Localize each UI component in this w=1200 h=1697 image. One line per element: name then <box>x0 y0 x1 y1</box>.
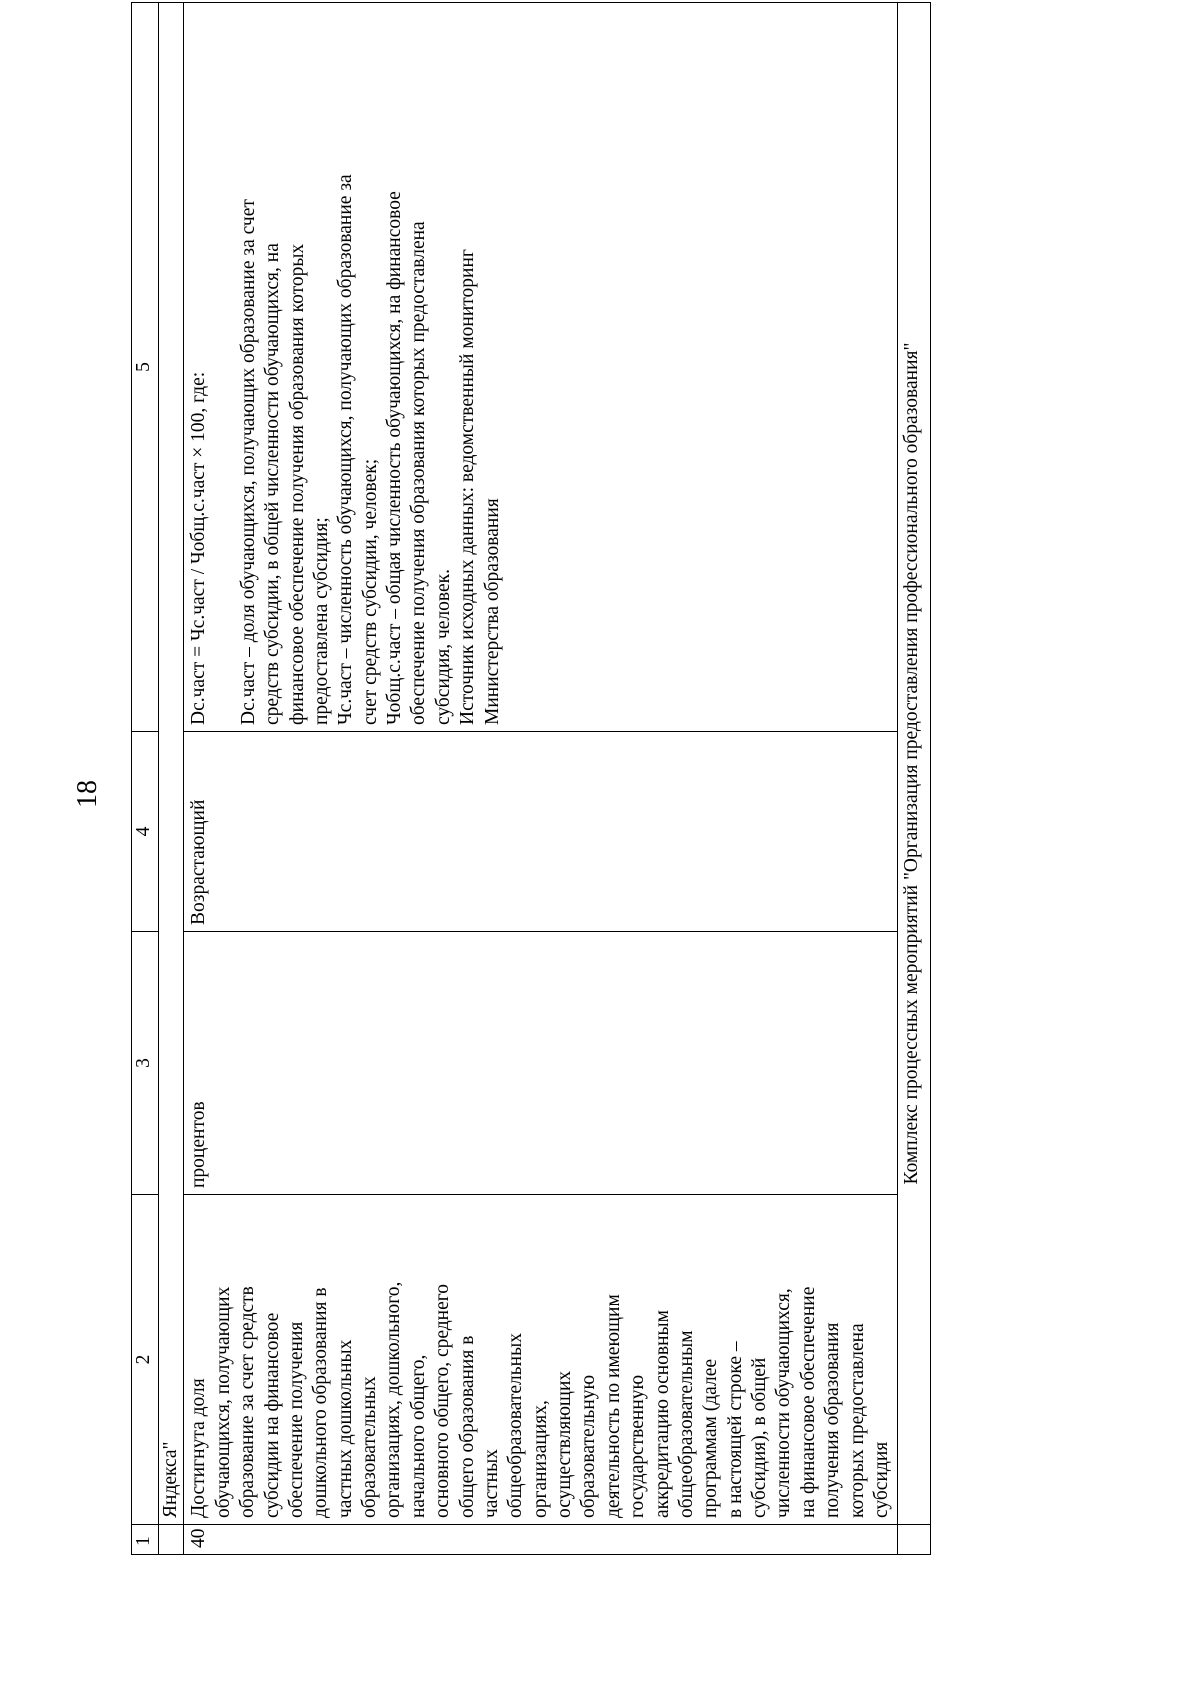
section-title: Комплекс процессных мероприятий "Организация предоставления профессионального образования" <box>898 3 931 1525</box>
page-number: 18 <box>72 780 103 808</box>
cont-cell-1 <box>159 1525 184 1555</box>
cont-cell-text: Яндекса" <box>159 3 184 1525</box>
methodology-cell <box>184 3 898 732</box>
section-header-row <box>898 3 931 1555</box>
row-number: 40 <box>184 1525 898 1555</box>
column-number-header <box>132 3 159 1555</box>
header-col-5: 5 <box>132 3 159 732</box>
indicator-name: Достигнута доля обучающихся, получающих образование за счет средств субсидии на финансовое обеспечение получения дошкольного образования в частных дошкольных образовательных организациях, дошкольного, начального общего, основного общего, среднего общего образования в частных общеобразовательных организациях, осуществляющих образовательную деятельность по имеющим государственную аккредитацию основным общеобразовательным программам (далее в настоящей строке – субсидия), в общей численности обучающихся, на финансовое обеспечение получения образования которых предоставлена субсидия <box>184 1195 898 1525</box>
header-col-3: 3 <box>132 932 159 1195</box>
table-row <box>184 3 898 1555</box>
formula: Dс.част = Чс.част / Чобщ.с.част × 100, где: <box>188 371 210 725</box>
trend-direction: Возрастающий <box>184 732 898 932</box>
continuation-row <box>159 3 184 1555</box>
indicator-table <box>131 2 931 1555</box>
section-cell-1 <box>898 1525 931 1555</box>
header-col-2: 2 <box>132 1195 159 1525</box>
header-col-4: 4 <box>132 732 159 932</box>
header-col-1: 1 <box>132 1525 159 1555</box>
unit-of-measure: процентов <box>184 932 898 1195</box>
formula-definitions: Dс.част – доля обучающихся, получающих образование за счет средств субсидии, в общей численности обучающихся, на финансовое обеспечение получения образования которых предоставлена субсидия; Чс.част – численность обучающихся, получающих образование за счет средств субсидии, человек; Чобщ.с.част – общая численность обучающихся, на финансовое обеспечение получения образования которых предоставлена субсидия, человек. Источник исходных данных: ведомственный мониторинг Министерства образования <box>237 174 503 725</box>
rotated-table-container <box>131 3 1031 1555</box>
